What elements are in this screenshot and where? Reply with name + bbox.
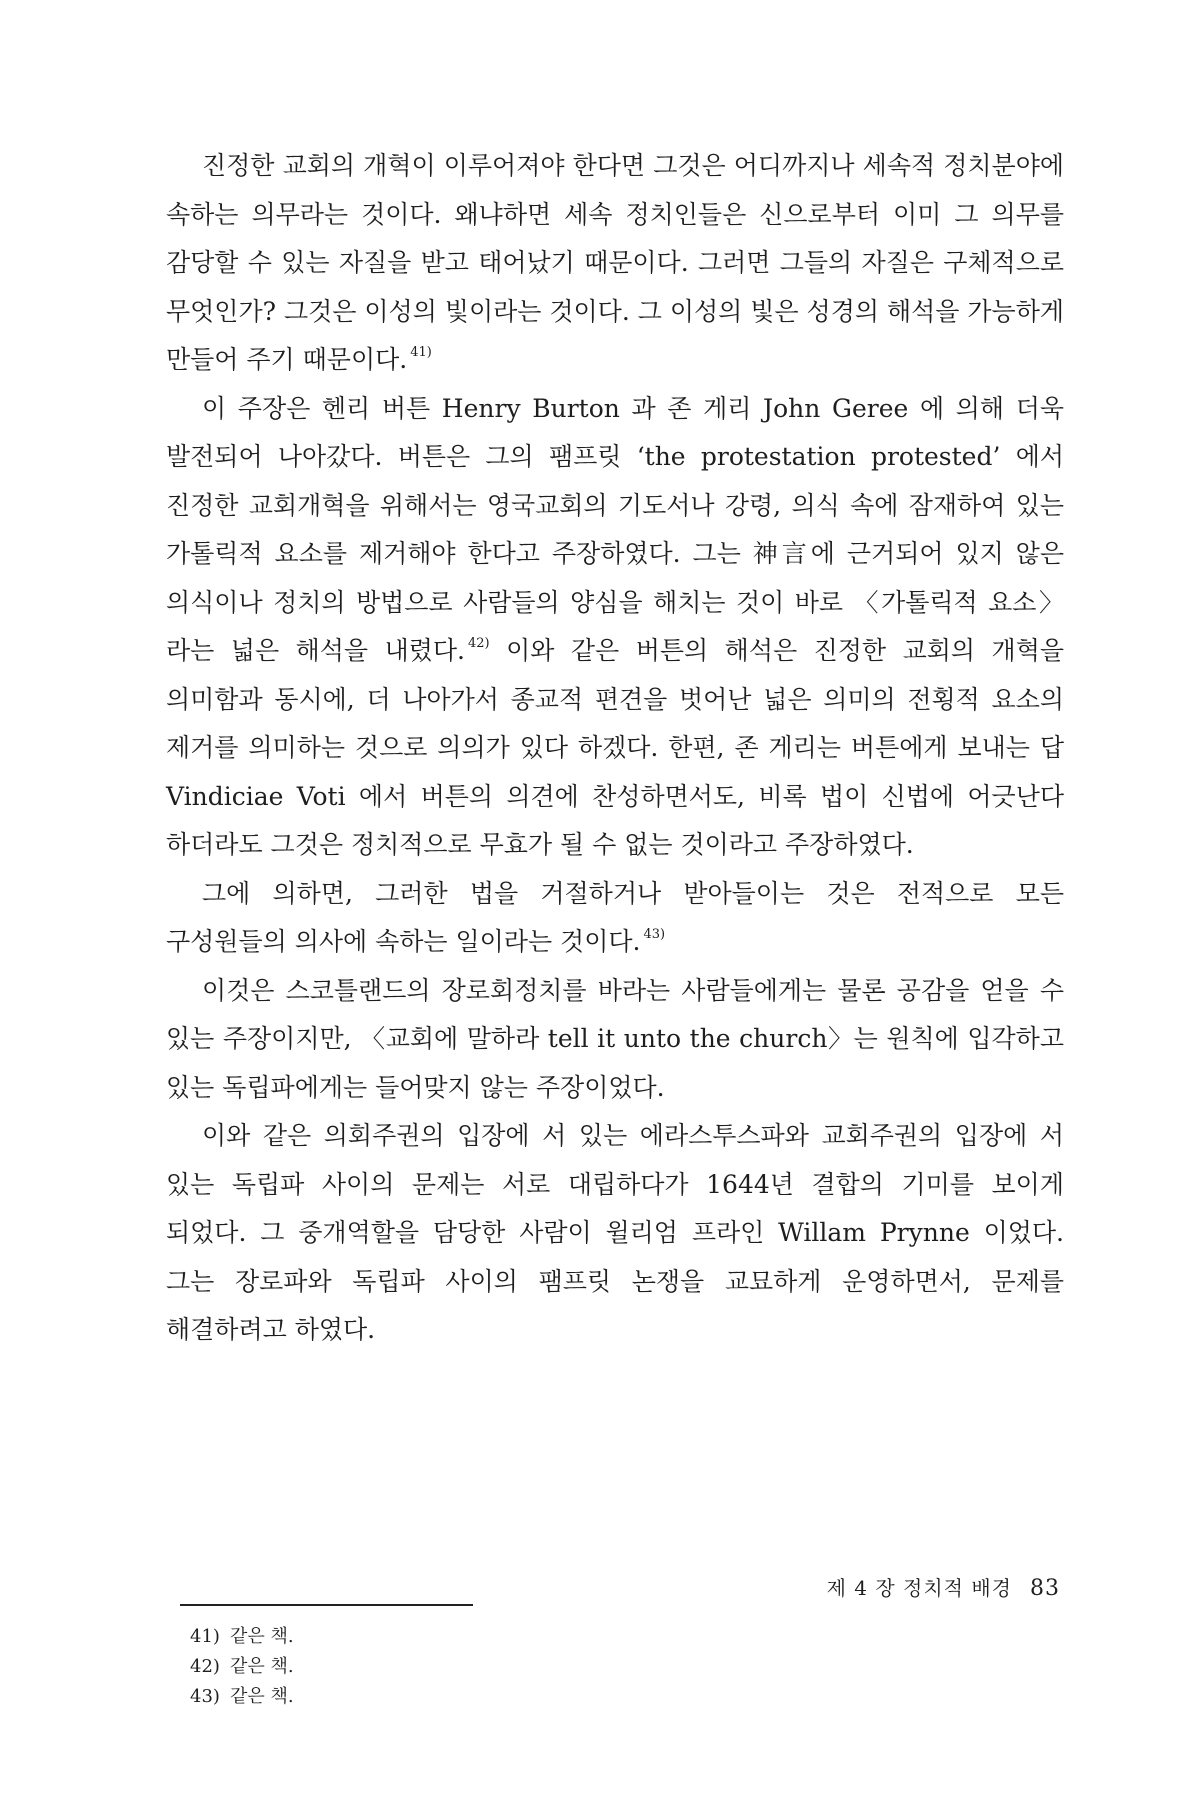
footnote-ref-41: 41) <box>410 345 432 360</box>
paragraph-1 <box>166 142 1064 385</box>
footnotes <box>190 1622 690 1712</box>
footnote-text: 같은 책. <box>230 1656 294 1677</box>
paragraph-5-text: 이와 같은 의회주권의 입장에 서 있는 에라스투스파와 교회주권의 입장에 서 있는 독립파 사이의 문제는 서로 대립하다가 1644년 결합의 기미를 보이게 되었다. 그 중개역할을 담당한 사람이 윌리엄 프라인 Willam Prynne 이었다. 그는 장로파와 독립파 사이의 팸프릿 논쟁을 교묘하게 운영하면서, 문제를 해결하려고 하였다. <box>166 1121 1064 1344</box>
running-footer <box>760 1573 1060 1604</box>
footnote-42 <box>190 1652 690 1682</box>
paragraph-4 <box>166 967 1064 1113</box>
footnote-text: 같은 책. <box>230 1686 294 1707</box>
body-text <box>166 142 1064 1355</box>
paragraph-2-text: 이 주장은 헨리 버튼 Henry Burton 과 존 게리 John Geree 에 의해 더욱 발전되어 나아갔다. 버튼은 그의 팸프릿 ‘the protestation protested’ 에서 진정한 교회개혁을 위해서는 영국교회의 기도서나 강령, 의식 속에 잠재하여 있는 가톨릭적 요소를 제거해야 한다고 주장하였다. 그는 神言에 근거되어 있지 않은 의식이나 정치의 방법으로 사람들의 양심을 해치는 것이 바로 〈가톨릭적 요소〉라는 넓은 해석을 내렸다. <box>166 393 1064 665</box>
footnote-number: 41) <box>190 1626 220 1647</box>
paragraph-2-text-cont: 이와 같은 버튼의 해석은 진정한 교회의 개혁을 의미함과 동시에, 더 나아가서 종교적 편견을 벗어난 넓은 의미의 전횡적 요소의 제거를 의미하는 것으로 의의가 있다 하겠다. 한편, 존 게리는 버튼에게 보내는 답 Vindiciae Voti 에서 버튼의 의견에 찬성하면서도, 비록 법이 신법에 어긋난다 하더라도 그것은 정치적으로 무효가 될 수 없는 것이라고 주장하였다. <box>166 636 1064 859</box>
chapter-title: 제 4 장 정치적 배경 <box>826 1576 1012 1600</box>
footnote-number: 43) <box>190 1686 220 1707</box>
page-number: 83 <box>1030 1576 1060 1601</box>
footnote-43 <box>190 1682 690 1712</box>
footnote-ref-43: 43) <box>643 927 666 942</box>
footnote-divider <box>180 1604 473 1606</box>
footnote-ref-42: 42) <box>467 636 490 651</box>
paragraph-2 <box>166 385 1064 870</box>
paragraph-4-text: 이것은 스코틀랜드의 장로회정치를 바라는 사람들에게는 물론 공감을 얻을 수 있는 주장이지만, 〈교회에 말하라 tell it unto the church〉는 원칙에 입각하고 있는 독립파에게는 들어맞지 않는 주장이었다. <box>166 975 1064 1102</box>
footnote-41 <box>190 1622 690 1652</box>
paragraph-3-text: 그에 의하면, 그러한 법을 거절하거나 받아들이는 것은 전적으로 모든 구성원들의 의사에 속하는 일이라는 것이다. <box>166 878 1064 956</box>
footnote-text: 같은 책. <box>230 1626 294 1647</box>
paragraph-5 <box>166 1112 1064 1355</box>
paragraph-1-text: 진정한 교회의 개혁이 이루어져야 한다면 그것은 어디까지나 세속적 정치분야에 속하는 의무라는 것이다. 왜냐하면 세속 정치인들은 신으로부터 이미 그 의무를 감당할 수 있는 자질을 받고 태어났기 때문이다. 그러면 그들의 자질은 구체적으로 무엇인가? 그것은 이성의 빛이라는 것이다. 그 이성의 빛은 성경의 해석을 가능하게 만들어 주기 때문이다. <box>166 151 1064 374</box>
footnote-number: 42) <box>190 1656 220 1677</box>
paragraph-3 <box>166 870 1064 967</box>
